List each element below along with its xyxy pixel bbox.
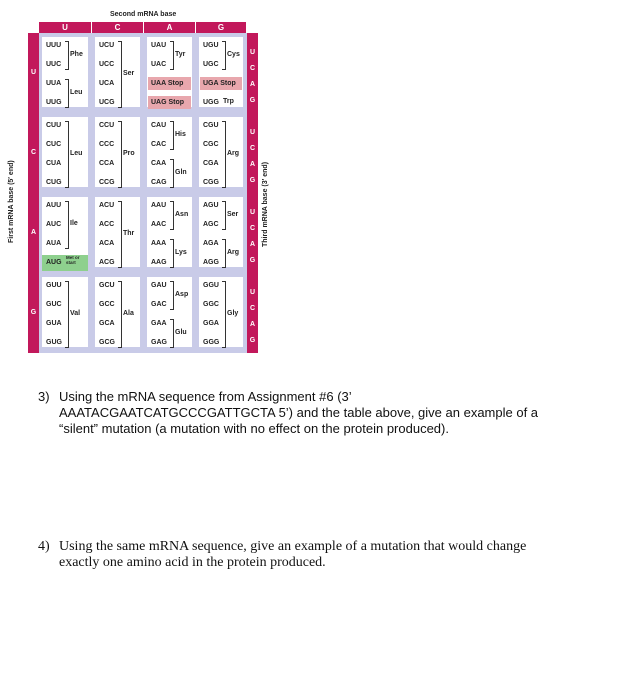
codon: UCU	[99, 42, 115, 49]
codon: GCG	[99, 339, 115, 346]
codon: UCG	[99, 99, 115, 106]
codon: GCA	[99, 320, 115, 327]
codon: ACC	[99, 221, 115, 228]
second-base-header	[39, 22, 91, 33]
codon: CAU	[151, 122, 167, 129]
amino-acid-label: Ser	[227, 210, 239, 218]
codon: CUG	[46, 179, 62, 186]
codon: GCU	[99, 282, 115, 289]
codon: UGC	[203, 61, 219, 68]
codon: AUA	[46, 240, 62, 247]
second-base-letter: A	[166, 23, 173, 32]
codon: CCU	[99, 122, 115, 129]
codon: ACG	[99, 259, 115, 266]
amino-acid-label: Gln	[175, 168, 187, 176]
codon: UUG	[46, 99, 62, 106]
codon: CCG	[99, 179, 115, 186]
second-base-letter: U	[62, 23, 68, 32]
codon-bracket	[65, 41, 69, 70]
codon: CCA	[99, 160, 115, 167]
codon-bracket	[65, 201, 69, 249]
third-base-letter: C	[249, 305, 256, 312]
codon: CAG	[151, 179, 167, 186]
amino-acid-label: Gly	[227, 309, 239, 317]
first-base-letter: C	[30, 149, 37, 156]
codon-bracket	[170, 121, 174, 150]
second-base-header	[144, 22, 195, 33]
codon-bracket	[222, 41, 226, 70]
codon-bracket	[118, 41, 122, 108]
amino-acid-label: His	[175, 130, 186, 138]
codon-bracket	[170, 239, 174, 268]
second-base-header	[92, 22, 143, 33]
first-base-label: First mRNA base (5′ end)	[8, 160, 15, 243]
codon: GGU	[203, 282, 219, 289]
codon: CGA	[203, 160, 219, 167]
codon: AUU	[46, 202, 62, 209]
codon: GUG	[46, 339, 62, 346]
codon: CUU	[46, 122, 62, 129]
amino-acid-label: Leu	[70, 88, 83, 96]
codon: AAA	[151, 240, 167, 247]
first-base-letter: G	[30, 309, 37, 316]
codon: CGC	[203, 141, 219, 148]
codon: GAG	[151, 339, 167, 346]
amino-acid-label: Thr	[123, 229, 135, 237]
third-base-letter: C	[249, 225, 256, 232]
first-base-bar	[28, 33, 39, 353]
question-3-text: Using the mRNA sequence from Assignment #6 (3’ AAATACGAATCATGCCCGATTGCTA 5’) and the table above, give an example of a “silent” mutation (a mutation with no effect on the protein produced).	[59, 389, 539, 436]
codon: UGA Stop	[203, 80, 236, 87]
question-3	[38, 389, 598, 439]
third-base-letter: A	[249, 241, 256, 248]
codon: CGU	[203, 122, 219, 129]
codon-bracket	[118, 281, 122, 348]
third-base-letter: G	[249, 177, 256, 184]
amino-acid-label: Tyr	[175, 50, 186, 58]
codon: UAG Stop	[151, 99, 185, 106]
codon-bracket	[65, 121, 69, 188]
codon-bracket	[170, 281, 174, 310]
codon-bracket	[222, 121, 226, 188]
third-base-letter: U	[249, 209, 256, 216]
codon: UUU	[46, 42, 62, 49]
codon: GUC	[46, 301, 62, 308]
codon: AGG	[203, 259, 219, 266]
amino-acid-label: Met or start	[66, 255, 80, 265]
codon: CAA	[151, 160, 167, 167]
codon-bracket	[118, 201, 122, 268]
third-base-letter: C	[249, 65, 256, 72]
amino-acid-label: Arg	[227, 149, 240, 157]
third-base-letter: C	[249, 145, 256, 152]
codon: GAA	[151, 320, 167, 327]
third-base-letter: U	[249, 129, 256, 136]
second-base-header	[196, 22, 246, 33]
codon: UAA Stop	[151, 80, 184, 87]
amino-acid-label: Trp	[223, 98, 234, 105]
codon: AGU	[203, 202, 219, 209]
codon-bracket	[170, 159, 174, 188]
amino-acid-label: Ser	[123, 69, 135, 77]
codon: GAU	[151, 282, 167, 289]
third-base-letter: G	[249, 257, 256, 264]
codon-bracket	[65, 281, 69, 348]
codon: CUA	[46, 160, 62, 167]
codon: GAC	[151, 301, 167, 308]
amino-acid-label: Lys	[175, 248, 187, 256]
codon-bracket	[222, 281, 226, 348]
codon: GCC	[99, 301, 115, 308]
codon: CUC	[46, 141, 62, 148]
codon: GUU	[46, 282, 62, 289]
third-base-letter: U	[249, 289, 256, 296]
second-base-letter: C	[114, 23, 121, 32]
codon-bracket	[170, 201, 174, 230]
first-base-letter: A	[30, 229, 37, 236]
codon: AUG	[46, 259, 62, 266]
codon: AGC	[203, 221, 219, 228]
second-base-letter: G	[217, 23, 225, 32]
third-base-letter: G	[249, 97, 256, 104]
codon: UAC	[151, 61, 167, 68]
amino-acid-label: Cys	[227, 50, 240, 58]
amino-acid-label: Leu	[70, 149, 83, 157]
second-base-title: Second mRNA base	[110, 11, 177, 18]
codon: GGG	[203, 339, 220, 346]
codon: CAC	[151, 141, 167, 148]
question-3-number: 3)	[38, 389, 50, 404]
question-4-number: 4)	[38, 539, 50, 554]
codon: GGC	[203, 301, 219, 308]
third-base-letter: A	[249, 81, 256, 88]
third-base-label: Third mRNA base (3′ end)	[262, 161, 269, 247]
codon: AAG	[151, 259, 167, 266]
amino-acid-label: Asp	[175, 290, 189, 298]
codon: UCA	[99, 80, 115, 87]
codon: UGU	[203, 42, 219, 49]
question-4-text: Using the same mRNA sequence, give an example of a mutation that would change exactly one amino acid in the protein produced.	[59, 539, 527, 570]
codon: ACA	[99, 240, 115, 247]
amino-acid-label: Ala	[123, 309, 134, 317]
codon: GGA	[203, 320, 219, 327]
codon: GUA	[46, 320, 62, 327]
codon-bracket	[222, 201, 226, 230]
codon: AUC	[46, 221, 62, 228]
codon: AAC	[151, 221, 167, 228]
codon: AGA	[203, 240, 219, 247]
codon-bracket	[118, 121, 122, 188]
codon: UAU	[151, 42, 167, 49]
codon: UUC	[46, 61, 62, 68]
codon-bracket	[170, 41, 174, 70]
codon: UCC	[99, 61, 115, 68]
amino-acid-label: Ile	[70, 220, 78, 227]
codon: CCC	[99, 141, 115, 148]
codon: AAU	[151, 202, 167, 209]
third-base-letter: A	[249, 161, 256, 168]
question-4	[38, 539, 608, 579]
amino-acid-label: Val	[70, 309, 81, 317]
codon: CGG	[203, 179, 219, 186]
codon-bracket	[170, 319, 174, 348]
codon-bracket	[222, 239, 226, 268]
third-base-letter: A	[249, 321, 256, 328]
codon-bracket	[65, 79, 69, 108]
third-base-letter: U	[249, 49, 256, 56]
codon: ACU	[99, 202, 115, 209]
codon: UUA	[46, 80, 62, 87]
amino-acid-label: Pro	[123, 149, 135, 157]
amino-acid-label: Glu	[175, 328, 187, 336]
first-base-letter: U	[30, 69, 37, 76]
amino-acid-label: Arg	[227, 248, 240, 256]
codon: UGG	[203, 99, 219, 106]
amino-acid-label: Asn	[175, 210, 189, 218]
third-base-letter: G	[249, 337, 256, 344]
third-base-bar	[247, 33, 258, 353]
amino-acid-label: Phe	[70, 50, 83, 58]
